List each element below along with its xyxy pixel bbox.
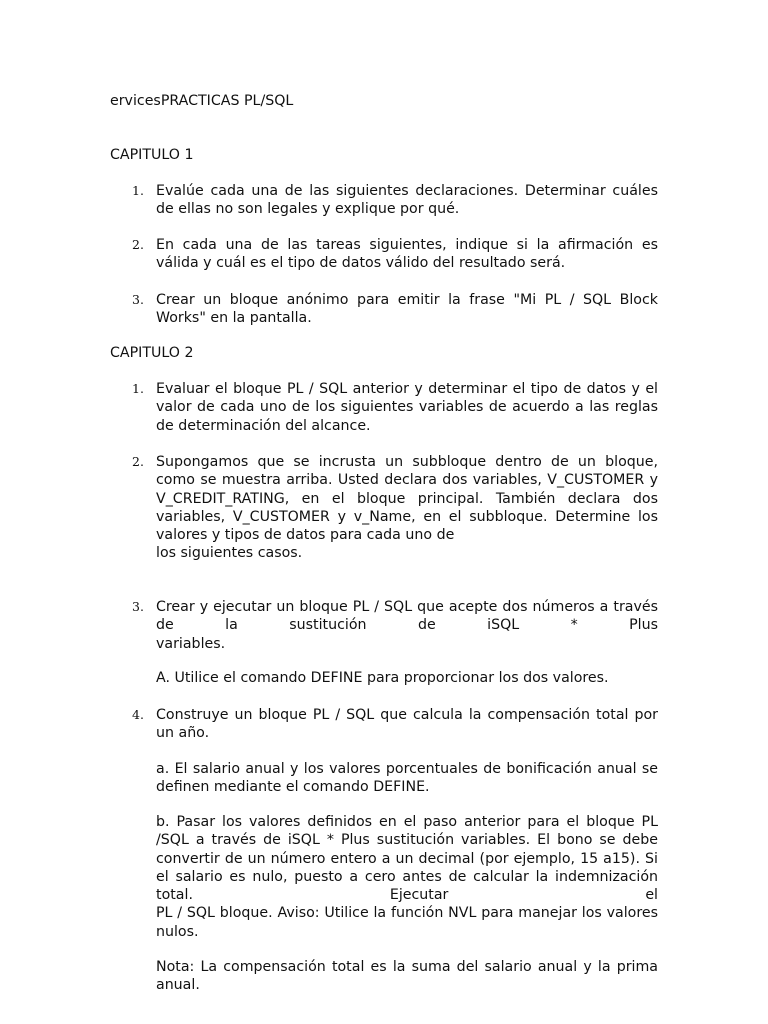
list-item-text-b: variables. [156, 635, 226, 652]
chapter-2-heading: CAPITULO 2 [110, 345, 194, 361]
list-item-text-a: Supongamos que se incrusta un subbloque dentro de un bloque, como se muestra arriba. Usted declara dos variables, V_CUSTOMER y V_CREDIT_RATING, en el bloque principal. También declara dos variables, V_CUSTOMER y v_Name, en el subbloque. Determine los valores y tipos de datos para cada uno de [156, 454, 658, 544]
sub-paragraph-2: PL / SQL bloque. Aviso: Utilice la función NVL para manejar los valores nulos. [156, 905, 658, 940]
cap1-item-2 [110, 236, 660, 273]
list-item-text: En cada una de las tareas siguientes, indique si la afirmación es válida y cuál es el tipo de datos válido del resultado será. [156, 237, 658, 272]
cap2-item-4-sub-a [156, 760, 658, 797]
list-item-text-b: los siguientes casos. [156, 545, 303, 562]
sub-paragraph: A. Utilice el comando DEFINE para proporcionar los dos valores. [156, 670, 609, 686]
list-number: 3. [132, 599, 144, 614]
list-number: 2. [132, 237, 144, 252]
list-number: 1. [132, 183, 144, 198]
cap2-item-4 [110, 706, 660, 743]
list-number: 3. [132, 292, 144, 307]
sub-paragraph-1: b. Pasar los valores definidos en el paso anterior para el bloque PL /SQL a través de iSQL * Plus sustitución variables. El bono se debe convertir de un número entero a un decimal (por ejemplo, 15 a15). Si el salario es nulo, puesto a cero antes de calcular la indemnización total. Ejecutar el [156, 814, 658, 904]
list-item-text-a: Crear y ejecutar un bloque PL / SQL que acepte dos números a través de la sustitución de iSQL * Plus [156, 599, 658, 634]
cap2-item-1 [110, 380, 660, 435]
list-item-text: Evalúe cada una de las siguientes declaraciones. Determinar cuáles de ellas no son legales y explique por qué. [156, 183, 658, 218]
list-item-text [156, 453, 658, 563]
note-paragraph: Nota: La compensación total es la suma del salario anual y la prima anual. [156, 959, 658, 994]
sub-paragraph: a. El salario anual y los valores porcentuales de bonificación anual se definen mediante el comando DEFINE. [156, 761, 658, 796]
chapter-1-heading: CAPITULO 1 [110, 147, 194, 163]
list-item-text [156, 598, 658, 653]
document-title: ervicesPRACTICAS PL/SQL [110, 93, 294, 109]
cap2-item-4-nota [156, 958, 658, 995]
cap2-item-4-sub-b [156, 813, 658, 941]
list-number: 4. [132, 707, 144, 722]
cap2-item-3-sub-a [156, 669, 658, 687]
cap1-item-3 [110, 291, 660, 328]
cap2-item-2 [110, 453, 660, 563]
list-number: 1. [132, 381, 144, 396]
list-item-text: Construye un bloque PL / SQL que calcula la compensación total por un año. [156, 707, 658, 742]
list-item-text: Crear un bloque anónimo para emitir la frase "Mi PL / SQL Block Works" en la pantalla. [156, 292, 658, 327]
list-number: 2. [132, 454, 144, 469]
cap2-item-3 [110, 598, 660, 653]
cap1-item-1 [110, 182, 660, 219]
list-item-text: Evaluar el bloque PL / SQL anterior y determinar el tipo de datos y el valor de cada uno de los siguientes variables de acuerdo a las reglas de determinación del alcance. [156, 381, 658, 434]
